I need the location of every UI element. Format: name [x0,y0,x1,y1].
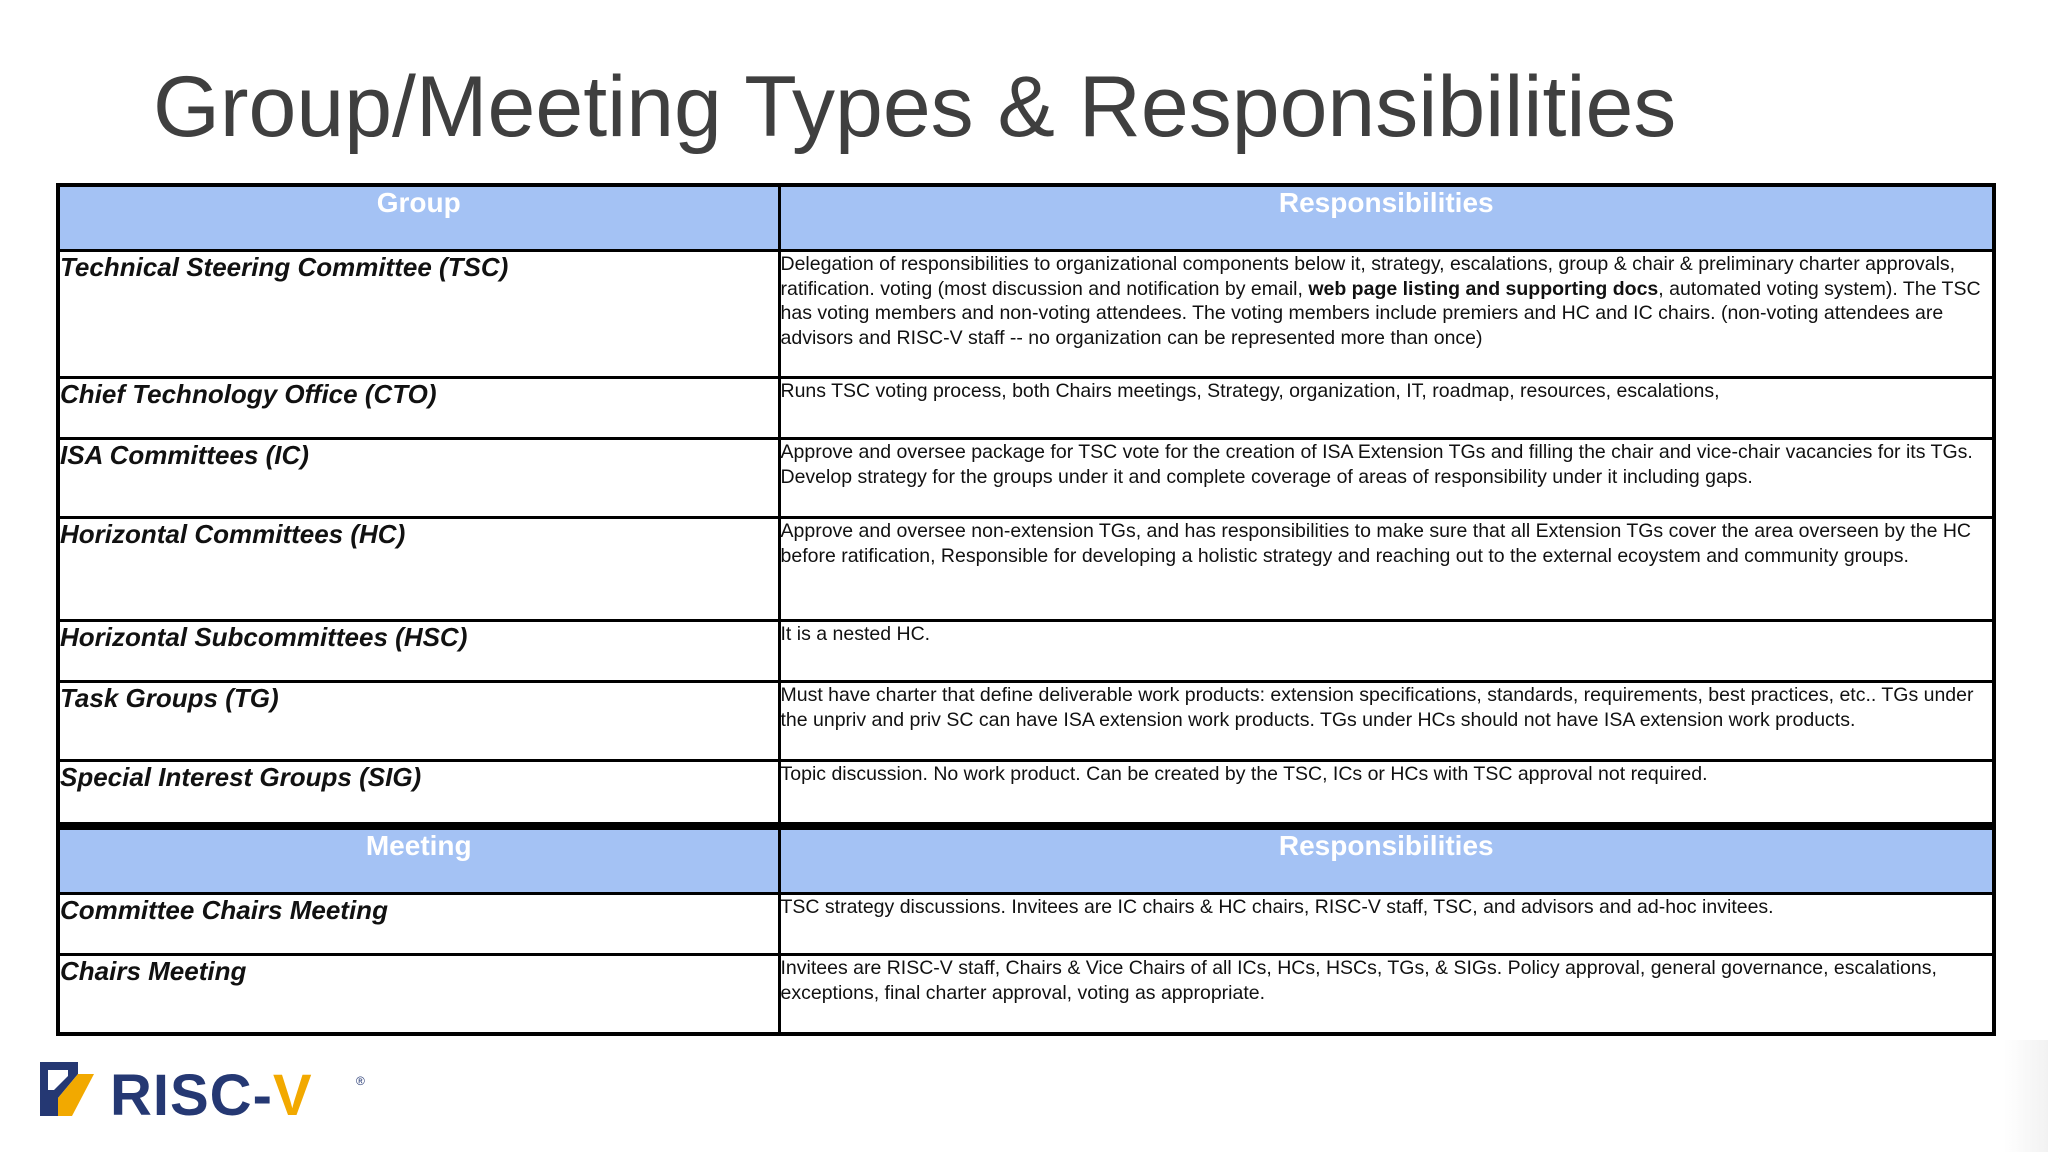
desc-text: , automated voting system). The TSC has voting members and non-voting attendees. The voting members include premiers and HC and IC chairs. (non-voting attendees are advisors and RISC-V staff -- no organization can be represented more than once) [780,277,1981,349]
risc-v-logo [38,1060,378,1128]
table-row [58,518,1994,621]
meeting-name: Chairs Meeting [58,955,779,1034]
table-row [58,378,1994,439]
table-header-row [58,828,1994,894]
table-row [58,955,1994,1034]
responsibilities-column-header: Responsibilities [779,185,1994,251]
desc-text: Delegation of responsibilities to organizational components below it, strategy, escalations, group & chair & preliminary charter approvals, ratification. voting (most discussion and notification by email, [780,253,1956,300]
table-row [58,761,1994,824]
group-responsibility: Must have charter that define deliverable work products: extension specifications, standards, requirements, best practices, etc.. TGs under the unpriv and priv SC can have ISA extension work products. TGs under HCs should not have ISA extension work products. [779,682,1994,761]
meeting-column-header: Meeting [58,828,779,894]
group-responsibility: Topic discussion. No work product. Can be created by the TSC, ICs or HCs with TSC approval not required. [779,761,1994,824]
group-name: Technical Steering Committee (TSC) [58,251,779,378]
group-name: Chief Technology Office (CTO) [58,378,779,439]
logo-text [110,1062,313,1129]
table-row [58,621,1994,682]
groups-table [56,183,1996,826]
table-row [58,682,1994,761]
meeting-responsibility: TSC strategy discussions. Invitees are IC chairs & HC chairs, RISC-V staff, TSC, and advisors and ad-hoc invitees. [779,894,1994,955]
group-responsibility: It is a nested HC. [779,621,1994,682]
corner-shade [2004,1040,2048,1152]
group-name: Horizontal Committees (HC) [58,518,779,621]
table-row [58,439,1994,518]
desc-bold-text: web page listing and supporting docs [1308,277,1659,300]
group-name: Special Interest Groups (SIG) [58,761,779,824]
logo-text-accent: V [272,1063,313,1128]
risc-v-logo-icon [38,1060,98,1118]
meetings-table [56,826,1996,1036]
logo-text-main: RISC- [110,1063,273,1128]
group-responsibility: Approve and oversee non-extension TGs, and has responsibilities to make sure that all Extension TGs cover the area overseen by the HC before ratification, Responsible for developing a holistic strategy and reaching out to the external ecoystem and community groups. [779,518,1994,621]
registered-mark: ® [356,1074,365,1088]
responsibilities-column-header: Responsibilities [779,828,1994,894]
group-name: Horizontal Subcommittees (HSC) [58,621,779,682]
group-column-header: Group [58,185,779,251]
meeting-responsibility: Invitees are RISC-V staff, Chairs & Vice Chairs of all ICs, HCs, HSCs, TGs, & SIGs. Policy approval, general governance, escalations, exceptions, final charter approval, voting as appropriate. [779,955,1994,1034]
table-header-row [58,185,1994,251]
group-responsibility [779,251,1994,378]
meeting-name: Committee Chairs Meeting [58,894,779,955]
table-row [58,894,1994,955]
group-responsibility: Runs TSC voting process, both Chairs meetings, Strategy, organization, IT, roadmap, resources, escalations, [779,378,1994,439]
group-responsibility: Approve and oversee package for TSC vote for the creation of ISA Extension TGs and filling the chair and vice-chair vacancies for its TGs. Develop strategy for the groups under it and complete coverage of areas of responsibility under it including gaps. [779,439,1994,518]
group-name: ISA Committees (IC) [58,439,779,518]
table-row [58,251,1994,378]
group-name: Task Groups (TG) [58,682,779,761]
page-title: Group/Meeting Types & Responsibilities [153,59,1677,155]
